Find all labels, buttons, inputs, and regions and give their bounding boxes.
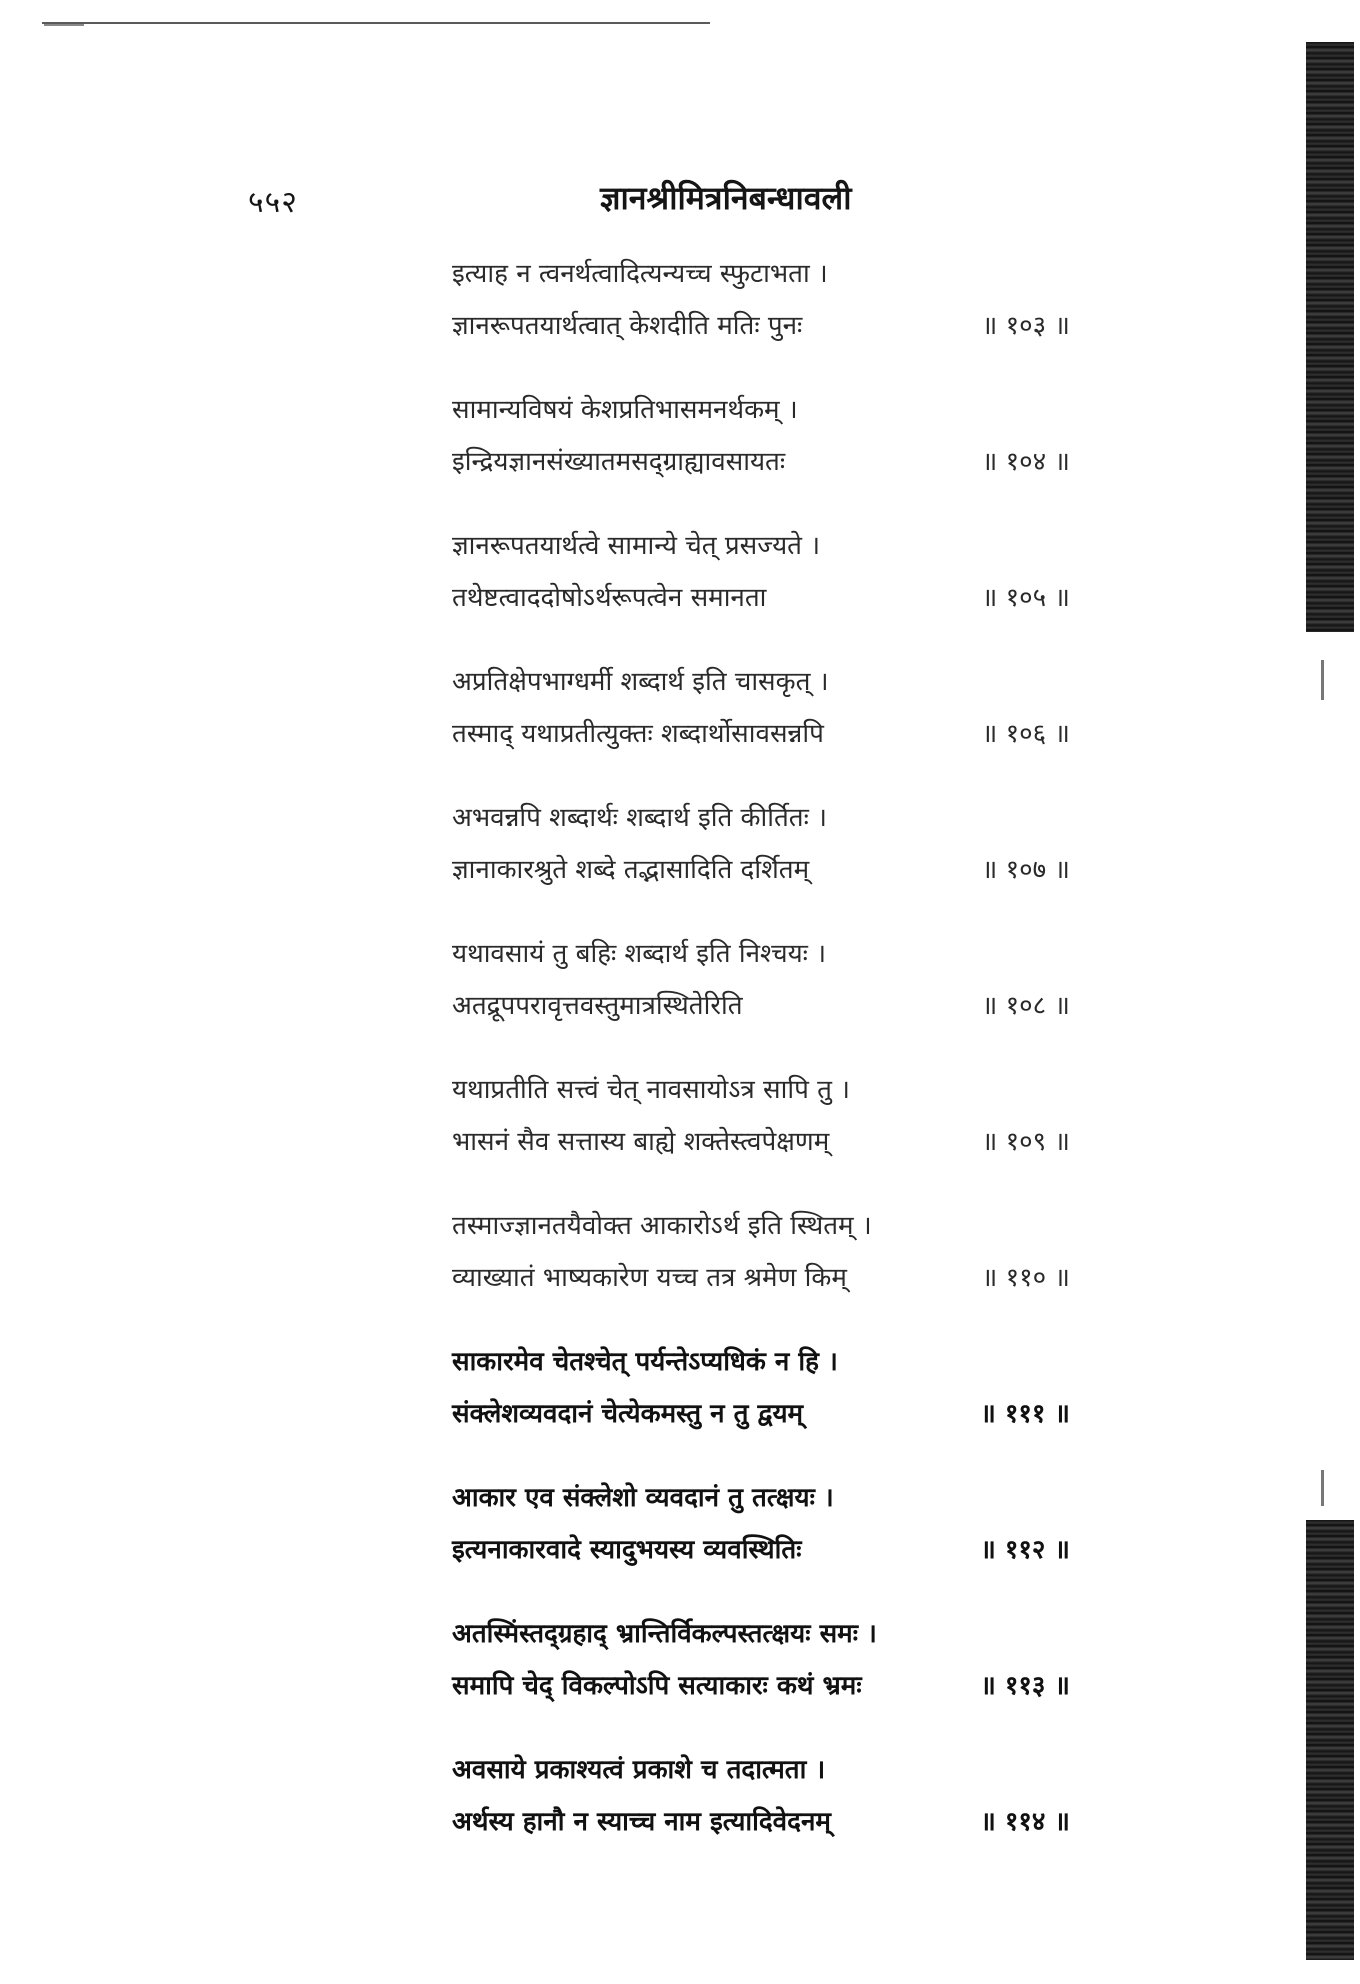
- scan-speck: [1321, 660, 1324, 700]
- verse-text: इन्द्रियज्ञानसंख्यातमसद्ग्राह्यावसायतः: [452, 447, 786, 477]
- verse-line-second: [452, 1252, 1070, 1304]
- verse-113: [452, 1608, 1102, 1744]
- verse-line-first: सामान्यविषयं केशप्रतिभासमनर्थकम् ।: [452, 395, 798, 425]
- verse-number: ॥ १०८ ॥: [981, 991, 1070, 1021]
- verse-103: [452, 248, 1102, 384]
- verse-110: [452, 1200, 1102, 1336]
- verse-text: तस्माद् यथाप्रतीत्युक्तः शब्दार्थोसावसन्नपि: [452, 719, 824, 749]
- verse-text: तथेष्टत्वाददोषोऽर्थरूपत्वेन समानता: [452, 583, 767, 613]
- page-number: ५५२: [248, 185, 298, 220]
- scan-edge-shadow-bottom: [1306, 1520, 1354, 1960]
- verse-text: समापि चेद् विकल्पोऽपि सत्याकारः कथं भ्रमः: [452, 1671, 862, 1701]
- verse-line-second: [452, 436, 1070, 488]
- verse-line-first: आकार एव संक्लेशो व्यवदानं तु तत्क्षयः ।: [452, 1483, 834, 1513]
- verse-104: [452, 384, 1102, 520]
- verse-text: ज्ञानरूपतयार्थत्वात् केशदीति मतिः पुनः: [452, 311, 803, 341]
- verse-line-first: यथावसायं तु बहिः शब्दार्थ इति निश्चयः ।: [452, 939, 827, 969]
- verse-line-second: [452, 572, 1070, 624]
- verse-text: अतद्रूपपरावृत्तवस्तुमात्रस्थितेरिति: [452, 991, 743, 1021]
- verse-112: [452, 1472, 1102, 1608]
- verse-block: [452, 248, 1102, 1880]
- verse-text: भासनं सैव सत्तास्य बाह्ये शक्तेस्त्वपेक्षणम्: [452, 1127, 830, 1157]
- verse-line-first: अतस्मिंस्तद्ग्रहाद् भ्रान्तिर्विकल्पस्तत्क्षयः समः ।: [452, 1619, 877, 1649]
- verse-number: ॥ १०३ ॥: [981, 311, 1070, 341]
- verse-number: ॥ ११३ ॥: [980, 1671, 1070, 1701]
- verse-line-first: अवसाये प्रकाश्यत्वं प्रकाशे च तदात्मता ।: [452, 1755, 826, 1785]
- scan-speck: [1321, 1470, 1324, 1506]
- verse-text: अर्थस्य हानौ न स्याच्च नाम इत्यादिवेदनम्: [452, 1807, 831, 1837]
- verse-line-first: तस्माज्ज्ञानतयैवोक्त आकारोऽर्थ इति स्थितम् ।: [452, 1211, 872, 1241]
- verse-105: [452, 520, 1102, 656]
- verse-line-second: [452, 1524, 1070, 1576]
- verse-text: व्याख्यातं भाष्यकारेण यच्च तत्र श्रमेण किम्: [452, 1263, 847, 1293]
- verse-line-second: [452, 1796, 1070, 1848]
- verse-107: [452, 792, 1102, 928]
- verse-line-second: [452, 980, 1070, 1032]
- verse-109: [452, 1064, 1102, 1200]
- verse-line-second: [452, 708, 1070, 760]
- verse-number: ॥ ११० ॥: [981, 1263, 1070, 1293]
- verse-number: ॥ १०५ ॥: [981, 583, 1070, 613]
- verse-line-first: अप्रतिक्षेपभाग्धर्मी शब्दार्थ इति चासकृत् ।: [452, 667, 829, 697]
- verse-line-first: ज्ञानरूपतयार्थत्वे सामान्ये चेत् प्रसज्यते ।: [452, 531, 821, 561]
- verse-108: [452, 928, 1102, 1064]
- verse-number: ॥ १०९ ॥: [981, 1127, 1070, 1157]
- verse-text: इत्यनाकारवादे स्यादुभयस्य व्यवस्थितिः: [452, 1535, 802, 1565]
- verse-line-first: इत्याह न त्वनर्थत्वादित्यन्यच्च स्फुटाभता ।: [452, 259, 828, 289]
- verse-number: ॥ ११२ ॥: [980, 1535, 1070, 1565]
- verse-114: [452, 1744, 1102, 1880]
- verse-number: ॥ १०६ ॥: [981, 719, 1070, 749]
- verse-number: ॥ १०७ ॥: [981, 855, 1070, 885]
- verse-line-second: [452, 1388, 1070, 1440]
- verse-106: [452, 656, 1102, 792]
- scan-edge-shadow-top: [1306, 42, 1354, 632]
- verse-number: ॥ १११ ॥: [980, 1399, 1070, 1429]
- verse-line-first: यथाप्रतीति सत्त्वं चेत् नावसायोऽत्र सापि तु ।: [452, 1075, 851, 1105]
- verse-line-second: [452, 844, 1070, 896]
- running-title: ज्ञानश्रीमित्रनिबन्धावली: [600, 179, 852, 217]
- verse-line-second: [452, 1660, 1070, 1712]
- verse-111: [452, 1336, 1102, 1472]
- verse-line-first: साकारमेव चेतश्चेत् पर्यन्तेऽप्यधिकं न हि ।: [452, 1347, 838, 1377]
- scan-artifact-top-rule: [42, 22, 710, 24]
- verse-number: ॥ ११४ ॥: [980, 1807, 1070, 1837]
- verse-number: ॥ १०४ ॥: [981, 447, 1070, 477]
- verse-text: संक्लेशव्यवदानं चेत्येकमस्तु न तु द्वयम्: [452, 1399, 804, 1429]
- verse-line-second: [452, 1116, 1070, 1168]
- verse-text: ज्ञानाकारश्रुते शब्दे तद्भासादिति दर्शितम्: [452, 855, 810, 885]
- verse-line-first: अभवन्नपि शब्दार्थः शब्दार्थ इति कीर्तितः ।: [452, 803, 827, 833]
- verse-line-second: [452, 300, 1070, 352]
